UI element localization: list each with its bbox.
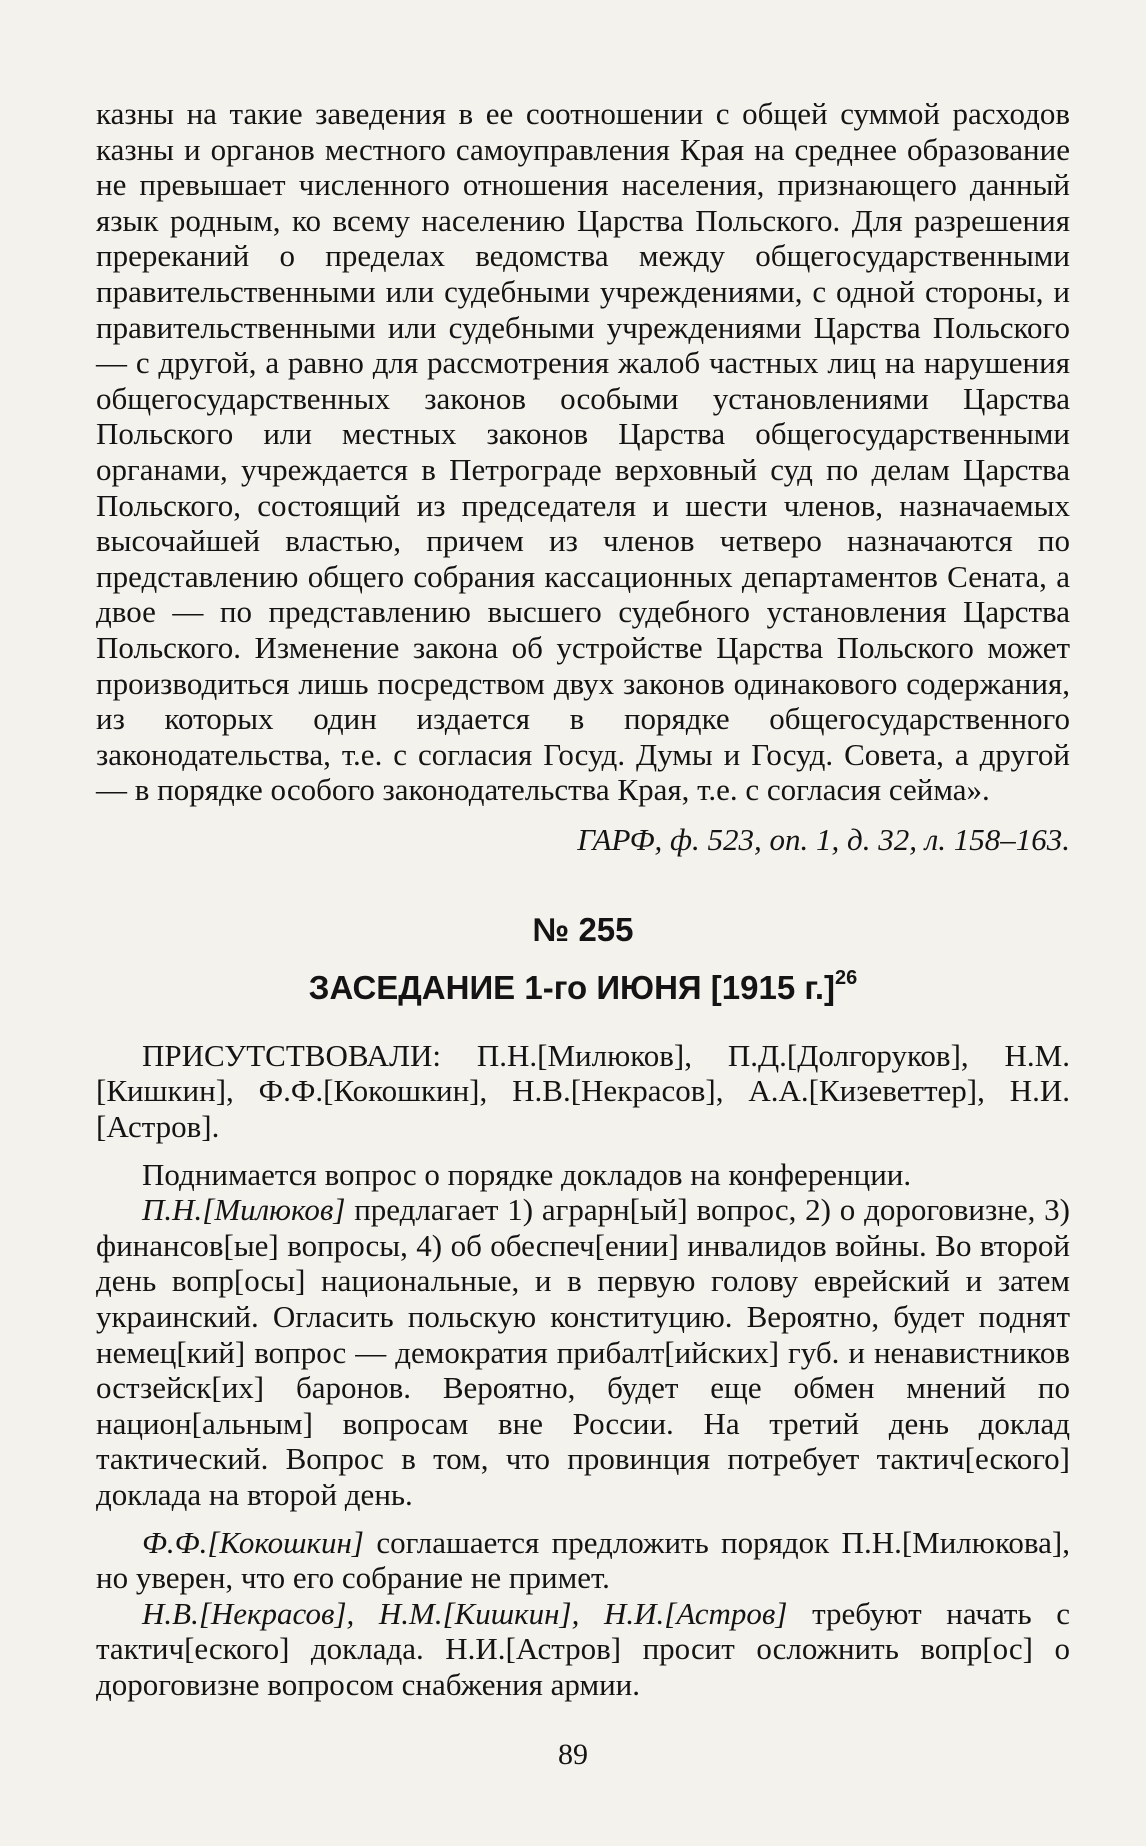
group-demand-paragraph [96,1596,1070,1703]
speaker-kokoshkin: Ф.Ф.[Кокошкин] [142,1524,364,1560]
milyukov-proposal-text: предлагает 1) аграрн[ый] вопрос, 2) о дороговизне, 3) финансов[ые] вопросы, 4) об обеспеч[ении] инвалидов войны. Во второй день вопр[осы] национальные, и в первую голову еврейский и затем украинский. Огласить польскую конституцию. Вероятно, будет поднят немец[кий] вопрос — демократия прибалт[ийских] губ. и ненавистников остзейск[их] баронов. Вероятно, будет еще обмен мнений по национ[альным] вопросам вне России. На третий день доклад тактический. Вопрос в том, что провинция потребует тактич[еского] доклада на второй день. [96,1192,1070,1512]
document-number: № 255 [532,910,634,948]
question-paragraph: Поднимается вопрос о порядке докладов на конференции. [142,1156,912,1192]
page-number: 89 [558,1738,588,1771]
kokoshkin-text: соглашается предложить порядок П.Н.[Милюкова], но уверен, что его собрание не примет. [96,1524,1070,1596]
speaker-milyukov: П.Н.[Милюков] [142,1192,346,1228]
document-title [96,968,1070,1008]
document-title-text: ЗАСЕДАНИЕ 1-го ИЮНЯ [1915 г.] [308,968,835,1006]
kokoshkin-paragraph [96,1525,1070,1596]
main-text-column [96,96,1070,1703]
archive-reference: ГАРФ, ф. 523, оп. 1, д. 32, л. 158–163. [577,821,1070,857]
speakers-group: Н.В.[Некрасов], Н.М.[Кишкин], Н.И.[Астров] [142,1595,788,1631]
footnote-marker: 26 [834,966,858,989]
continuation-paragraph: казны на такие заведения в ее соотношении с общей суммой расходов казны и органов местного самоуправления Края на среднее образование не превышает численного отношения населения, признающего данный язык родным, ко всему населению Царства Польского. Для разрешения пререканий о пределах ведомства между общегосударственными правительственными или судебными учреждениями, с одной стороны, и правительственными или судебными учреждениями Царства Польского — с другой, а равно для рассмотрения жалоб частных лиц на нарушения общегосударственных законов особыми установлениями Царства Польского или местных законов Царства общегосударственными органами, учреждается в Петрограде верховный суд по делам Царства Польского, состоящий из председателя и шести членов, назначаемых высочайшей властью, причем из членов четверо назначаются по представлению общего собрания кассационных департаментов Сената, а двое — по представлению высшего судебного установления Царства Польского. Изменение закона об устройстве Царства Польского может производиться лишь посредством двух законов одинакового содержания, из которых один издается в порядке общегосударственного законодательства, т.е. с согласия Госуд. Думы и Госуд. Совета, а другой — в порядке особого законодательства Края, т.е. с согласия сейма». [96,96,1070,808]
group-demand-text: требуют начать с тактич[еского] доклада. Н.И.[Астров] просит осложнить вопр[ос] о дороговизне вопросом снабжения армии. [96,1595,1070,1702]
attendees-paragraph: ПРИСУТСТВОВАЛИ: П.Н.[Милюков], П.Д.[Долгоруков], Н.М.[Кишкин], Ф.Ф.[Кокошкин], Н.В.[Некрасов], А.А.[Кизеветтер], Н.И.[Астров]. [96,1037,1070,1145]
milyukov-proposal-paragraph [96,1192,1070,1512]
